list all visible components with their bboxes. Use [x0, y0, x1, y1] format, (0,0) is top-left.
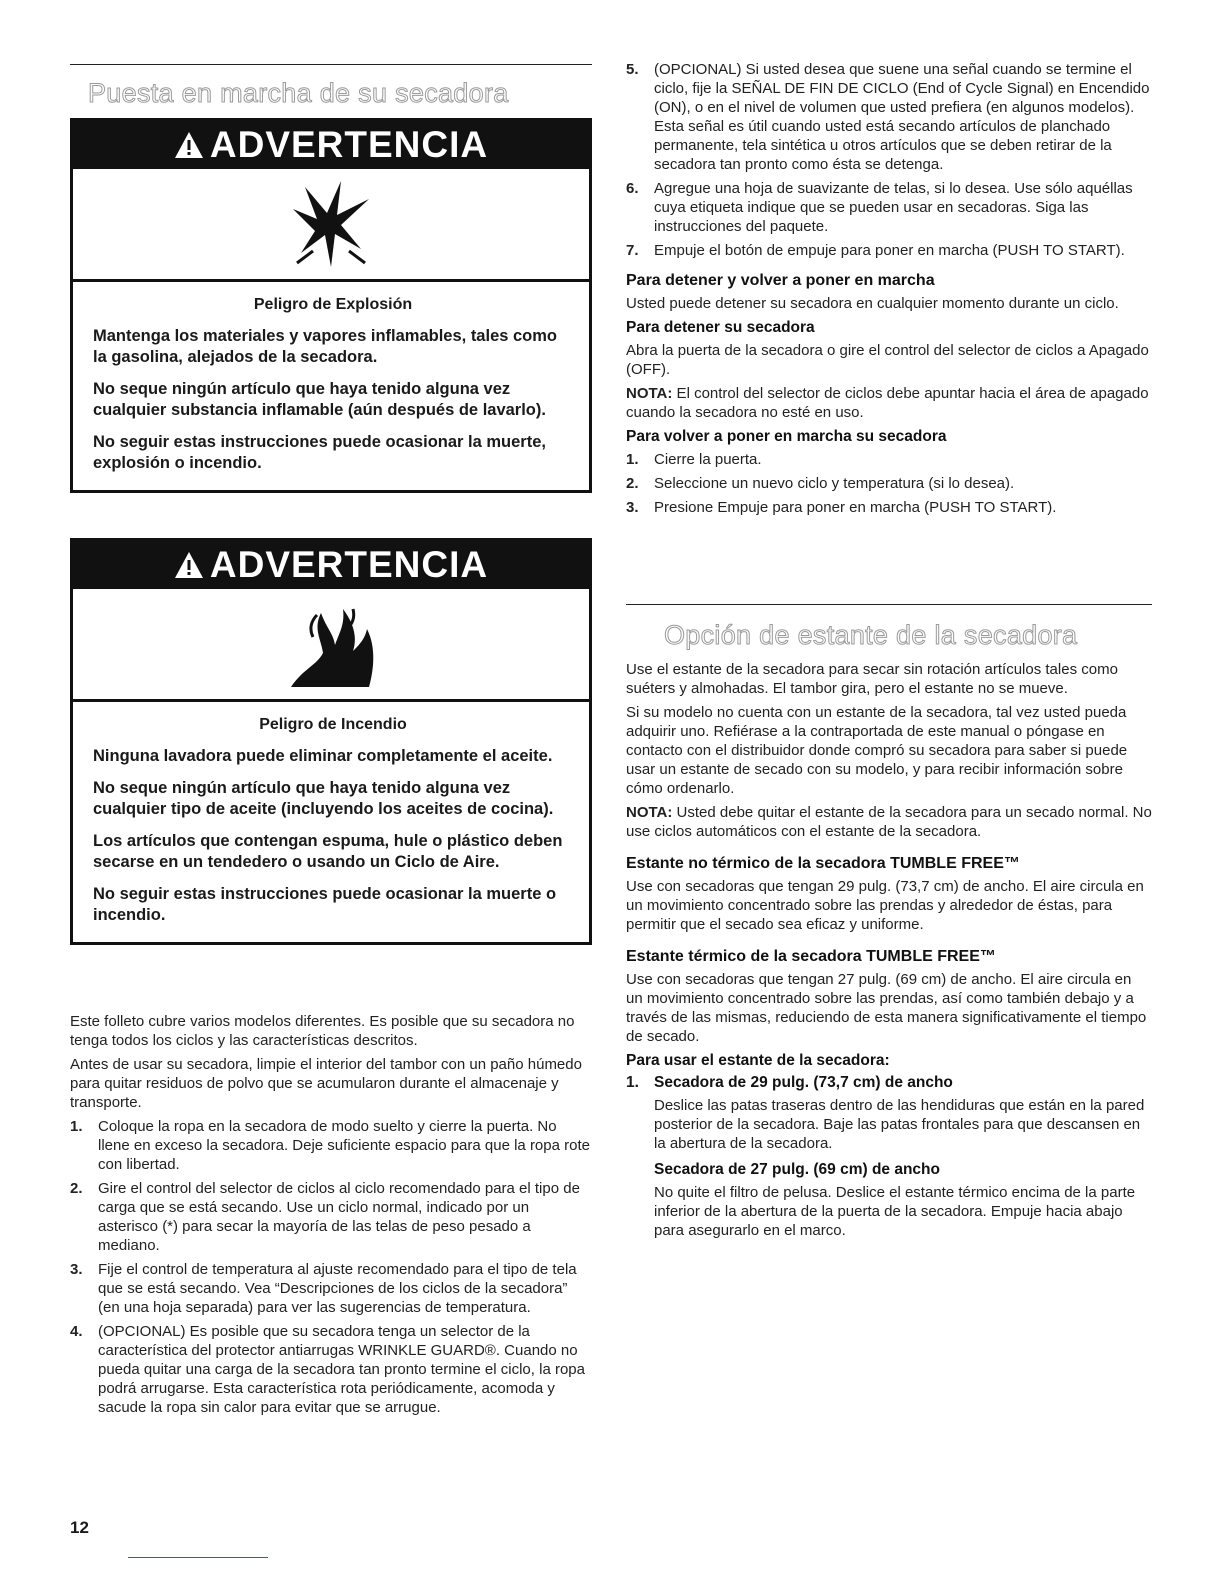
warning-subtitle: Peligro de Incendio: [259, 716, 407, 733]
nonheat-rack-text: Use con secadoras que tengan 29 pulg. (73,7 cm) de ancho. El aire circula en un movimiento concentrado sobre las prendas y alrededor de éstas, para permitir que el secado sea eficaz y uniforme.: [626, 878, 1144, 933]
step-text: Presione Empuje para poner en marcha (PUSH TO START).: [654, 499, 1057, 516]
list-item: [626, 241, 1152, 260]
page-number: 12: [70, 1518, 89, 1537]
step-number: 6.: [626, 180, 639, 197]
use-step-heading: Secadora de 27 pulg. (69 cm) de ancho: [654, 1161, 940, 1178]
section-rule: [626, 604, 1152, 605]
warning-subtitle: Peligro de Explosión: [253, 296, 413, 313]
step-number: 1.: [626, 1074, 639, 1091]
nonheat-rack-heading: Estante no térmico de la secadora TUMBLE FREE™: [626, 855, 1020, 872]
heat-rack-text: Use con secadoras que tengan 27 pulg. (69 cm) de ancho. El aire circula en un movimiento concentrado sobre las prendas, así como también debajo y a través de las mismas, reduciendo de esta manera significativamente el tiempo de secado.: [626, 971, 1147, 1045]
restart-heading: Para volver a poner en marcha su secadora: [626, 428, 947, 445]
note-label: NOTA:: [626, 804, 673, 821]
step-text: Cierre la puerta.: [654, 451, 762, 468]
stop-restart-intro: Usted puede detener su secadora en cualquier momento durante un ciclo.: [626, 295, 1119, 312]
explosion-warning-box: [70, 118, 592, 493]
start-steps-list-continued: [626, 60, 1152, 260]
step-number: 4.: [70, 1323, 83, 1340]
intro-paragraph: Este folleto cubre varios modelos diferentes. Es posible que su secadora no tenga todos los ciclos y las características descritos.: [70, 1013, 575, 1049]
rack-paragraph: Si su modelo no cuenta con un estante de la secadora, tal vez usted pueda adquirir uno. Refiérase a la contraportada de este manual o póngase en contacto con el distribuidor donde compró su secadora para saber si puede usar un estante de secado con su modelo, y para recibir información sobre cómo ordenarlo.: [626, 704, 1128, 797]
step-number: 2.: [70, 1180, 83, 1197]
instructions-block: [70, 1012, 590, 1422]
warning-paragraph: Ninguna lavadora puede eliminar completamente el aceite.: [93, 747, 553, 765]
fire-icon: [283, 599, 379, 689]
step-number: 2.: [626, 475, 639, 492]
step-text: (OPCIONAL) Es posible que su secadora tenga un selector de la característica del protector antiarrugas WRINKLE GUARD®. Cuando no pueda quitar una carga de la secadora tan pronto termine el ciclo, la ropa podrá arrugarse. Esta característica rota periódicamente, acomoda y sacude la ropa sin calor para evitar que se arrugue.: [98, 1323, 585, 1416]
step-text: Empuje el botón de empuje para poner en marcha (PUSH TO START).: [654, 242, 1125, 259]
section-title: Opción de estante de la secadora: [664, 620, 1078, 650]
restart-steps-list: [626, 450, 1152, 517]
list-item: [626, 474, 1152, 493]
list-item: [70, 1117, 590, 1174]
warning-triangle-icon: [174, 551, 204, 579]
fire-warning-box: [70, 538, 592, 945]
step-text: Agregue una hoja de suavizante de telas, si lo desea. Use sólo aquéllas cuya etiqueta indique que se pueden usar en secadoras. Siga las instrucciones del paquete.: [654, 180, 1133, 235]
warning-paragraph: No seque ningún artículo que haya tenido alguna vez cualquier tipo de aceite (incluyendo los aceites de cocina).: [93, 779, 554, 818]
list-item: [70, 1179, 590, 1255]
note-text: El control del selector de ciclos debe apuntar hacia el área de apagado cuando la secadora no esté en uso.: [626, 385, 1149, 421]
stop-restart-heading: Para detener y volver a poner en marcha: [626, 272, 935, 289]
step-text: Seleccione un nuevo ciclo y temperatura (si lo desea).: [654, 475, 1015, 492]
step-number: 5.: [626, 61, 639, 78]
section-rule: [70, 64, 592, 65]
warning-paragraph: No seque ningún artículo que haya tenido alguna vez cualquier substancia inflamable (aún después de lavarlo).: [93, 380, 546, 419]
warning-triangle-icon: [174, 131, 204, 159]
warning-paragraph: No seguir estas instrucciones puede ocasionar la muerte, explosión o incendio.: [93, 433, 546, 472]
heat-rack-heading: Estante térmico de la secadora TUMBLE FREE™: [626, 948, 996, 965]
use-step-heading: Secadora de 29 pulg. (73,7 cm) de ancho: [654, 1074, 953, 1091]
step-text: Coloque la ropa en la secadora de modo suelto y cierre la puerta. No llene en exceso la secadora. Deje suficiente espacio para que la ropa rote con libertad.: [98, 1118, 590, 1173]
list-item: [626, 60, 1152, 174]
step-number: 7.: [626, 242, 639, 259]
explosion-icon: [291, 179, 371, 269]
use-step-text: No quite el filtro de pelusa. Deslice el estante térmico encima de la parte inferior de la abertura de la puerta de la secadora. Empuje hacia abajo para asegurarlo en el marco.: [654, 1184, 1136, 1239]
step-text: Fije el control de temperatura al ajuste recomendado para el tipo de tela que se está secando. Vea “Descripciones de los ciclos de la secadora” (en una hoja separada) para ver las sugerencias de temperatura.: [98, 1261, 577, 1316]
warning-header: [73, 121, 589, 169]
footer-line: [128, 1557, 268, 1558]
explosion-icon-area: [73, 169, 589, 282]
note-label: NOTA:: [626, 385, 673, 402]
fire-icon-area: [73, 589, 589, 702]
step-number: 3.: [70, 1261, 83, 1278]
warning-body: [73, 282, 589, 490]
intro-paragraph: Antes de usar su secadora, limpie el interior del tambor con un paño húmedo para quitar residuos de polvo que se acumularon durante el almacenaje y transporte.: [70, 1056, 582, 1111]
warning-body: [73, 702, 589, 942]
step-number: 1.: [626, 451, 639, 468]
steps-continued: [626, 60, 1152, 522]
list-item: [626, 450, 1152, 469]
warning-paragraph: Los artículos que contengan espuma, hule o plástico deben secarse en un tendedero o usando un Ciclo de Aire.: [93, 832, 563, 871]
start-steps-list: [70, 1117, 590, 1417]
rack-paragraph: Use el estante de la secadora para secar sin rotación artículos tales como suéters y almohadas. El tambor gira, pero el estante no se mueve.: [626, 661, 1118, 697]
section-title: Puesta en marcha de su secadora: [88, 78, 509, 108]
warning-paragraph: Mantenga los materiales y vapores inflamables, tales como la gasolina, alejados de la secadora.: [93, 327, 558, 366]
warning-paragraph: No seguir estas instrucciones puede ocasionar la muerte o incendio.: [93, 885, 557, 924]
use-step-1: [626, 1074, 1152, 1240]
step-text: Gire el control del selector de ciclos al ciclo recomendado para el tipo de carga que se está secando. Use un ciclo normal, indicado por un asterisco (*) para secar la mayoría de las telas de peso pesado a mediano.: [98, 1180, 580, 1254]
use-rack-heading: Para usar el estante de la secadora:: [626, 1052, 890, 1069]
rack-note: [626, 803, 1152, 841]
step-number: 1.: [70, 1118, 83, 1135]
warning-header: [73, 541, 589, 589]
stop-heading: Para detener su secadora: [626, 319, 815, 336]
list-item: [626, 498, 1152, 517]
list-item: [70, 1260, 590, 1317]
rack-section: [626, 660, 1152, 1245]
list-item: [70, 1322, 590, 1417]
stop-text: Abra la puerta de la secadora o gire el control del selector de ciclos a Apagado (OFF).: [626, 342, 1149, 378]
stop-note: [626, 384, 1152, 422]
list-item: [626, 179, 1152, 236]
warning-header-text: ADVERTENCIA: [209, 124, 489, 165]
note-text: Usted debe quitar el estante de la secadora para un secado normal. No use ciclos automáticos con el estante de la secadora.: [626, 804, 1152, 840]
warning-header-text: ADVERTENCIA: [209, 544, 489, 585]
use-step-text: Deslice las patas traseras dentro de las hendiduras que están en la pared posterior de la secadora. Baje las patas frontales para que descansen en la abertura de la secadora.: [654, 1097, 1145, 1152]
step-number: 3.: [626, 499, 639, 516]
step-text: (OPCIONAL) Si usted desea que suene una señal cuando se termine el ciclo, fije la SEÑAL DE FIN DE CICLO (End of Cycle Signal) en Encendido (ON), o en el nivel de volumen que usted prefiera (en algunos modelos). Esta señal es útil cuando usted está secando artículos de planchado permanente, tela sintética u otros artículos que se deben retirar de la secadora tan pronto como ésta se detenga.: [654, 61, 1150, 173]
